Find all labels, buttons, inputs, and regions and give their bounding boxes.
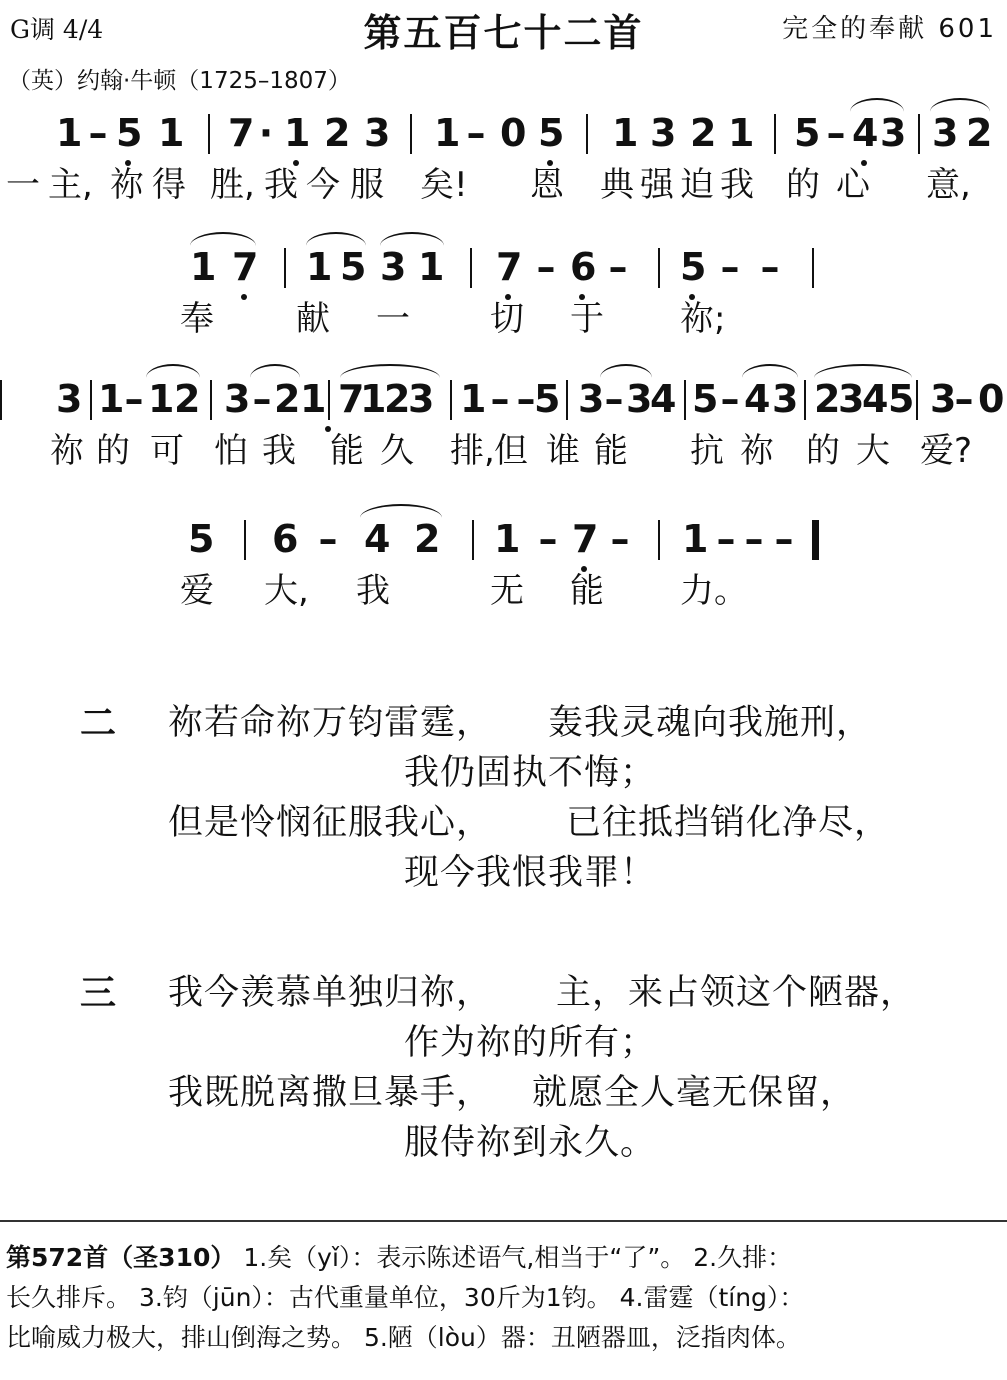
note-number: 1	[284, 111, 311, 155]
dash-hold: –	[826, 111, 846, 155]
verse-line: 轰我灵魂向我施刑，	[548, 703, 873, 743]
dash-hold: –	[744, 517, 764, 561]
lyric-syllable: 强	[640, 165, 674, 205]
note-number: 5	[340, 245, 367, 289]
lyric-syllable: 我	[356, 571, 390, 611]
lyric-syllable: 排,	[450, 431, 495, 471]
note-number: 5	[680, 245, 707, 289]
verse-line: 现今我恨我罪！	[404, 853, 657, 893]
barline	[244, 520, 246, 560]
slur	[190, 232, 256, 246]
note-number: 7	[572, 517, 599, 561]
lyric-syllable: 服	[350, 165, 384, 205]
note-number: 3	[626, 377, 653, 421]
note-number: 7	[496, 245, 523, 289]
note-number: 1	[418, 245, 445, 289]
barline	[916, 380, 918, 420]
verse-line: 作为祢的所有；	[404, 1023, 657, 1063]
note-number: 5	[188, 517, 215, 561]
note-number: 1	[148, 377, 175, 421]
note-number: 5	[692, 377, 719, 421]
barline	[812, 248, 814, 288]
dash-hold: –	[760, 245, 780, 289]
dash-hold: –	[318, 517, 338, 561]
lyric-syllable: 怕	[214, 431, 248, 471]
note-number: 6	[272, 517, 299, 561]
note-number: 1	[434, 111, 461, 155]
lyric-syllable: 的	[96, 431, 130, 471]
footnote-divider	[0, 1220, 1007, 1222]
note-number: 2	[814, 377, 841, 421]
footnote-label: 第572首（圣310）	[6, 1243, 236, 1272]
slur	[250, 364, 300, 378]
note-number: 1	[56, 111, 83, 155]
hymn-title: 第五百七十二首	[363, 11, 644, 55]
barline	[586, 114, 588, 154]
barline	[918, 114, 920, 154]
slur	[600, 364, 652, 378]
note-number: 7	[232, 245, 259, 289]
verse-number: 三	[80, 973, 117, 1014]
lyric-syllable: 恩	[530, 165, 564, 205]
verse-line: 主，来占领这个陋器，	[556, 973, 917, 1013]
lyrics-row-1	[0, 160, 1007, 210]
lyric-syllable: 大	[856, 431, 890, 471]
lyric-syllable: 大,	[264, 571, 309, 611]
footnote-line-3: 比喻威力极大，排山倒海之势。 5.陋（lòu）器：丑陋器皿，泛指肉体。	[6, 1323, 801, 1352]
lyrics-row-4	[0, 566, 1007, 616]
barline	[450, 380, 452, 420]
note-number: 6	[570, 245, 597, 289]
dash-hold: –	[954, 377, 974, 421]
note-number: 5	[116, 111, 143, 155]
note-number: 1	[98, 377, 125, 421]
note-number: 3	[772, 377, 799, 421]
dash-hold: –	[608, 245, 628, 289]
lyric-syllable: 今	[306, 165, 340, 205]
barline	[774, 114, 776, 154]
barline	[328, 380, 330, 420]
barline	[284, 248, 286, 288]
lyric-syllable: 意,	[926, 165, 971, 205]
dash-hold: –	[466, 111, 486, 155]
slur	[380, 232, 444, 246]
note-number: 5	[794, 111, 821, 155]
section-title: 完全的奉献 601	[782, 14, 997, 44]
barline	[0, 380, 2, 420]
verse-line: 已往抵挡销化净尽，	[566, 803, 891, 843]
lyric-syllable: 无	[490, 571, 524, 611]
verse-line: 我今羡慕单独归祢，	[168, 973, 493, 1013]
footnote-text: 1.矣（yǐ）：表示陈述语气,相当于“了”。 2.久排：	[235, 1243, 793, 1272]
note-number: 1	[360, 377, 387, 421]
note-number: 4	[852, 111, 879, 155]
note-number: 7	[338, 377, 365, 421]
lyric-syllable: 能	[594, 431, 628, 471]
note-number: 5	[538, 111, 565, 155]
dash-hold: –	[720, 377, 740, 421]
slur	[360, 504, 442, 518]
slur	[742, 364, 798, 378]
lyric-syllable: 胜,	[210, 165, 255, 205]
note-number: 1	[494, 517, 521, 561]
dash-hold: –	[88, 111, 108, 155]
note-number: 4	[650, 377, 677, 421]
note-number: 2	[690, 111, 717, 155]
final-barline	[812, 520, 819, 560]
note-number: 1	[306, 245, 333, 289]
lyric-syllable: 矣!	[420, 165, 468, 205]
note-number: 1	[300, 377, 327, 421]
lyric-syllable: 能	[570, 571, 604, 611]
barline	[566, 380, 568, 420]
verse-line: 祢若命祢万钧雷霆，	[168, 703, 493, 743]
lyric-syllable: 迫	[680, 165, 714, 205]
verse-line: 但是怜悯征服我心，	[168, 803, 493, 843]
note-number: 2	[414, 517, 441, 561]
note-number: 4	[862, 377, 889, 421]
barline	[410, 114, 412, 154]
dot-extension: ·	[258, 111, 274, 155]
barline	[804, 380, 806, 420]
note-number: 1	[728, 111, 755, 155]
lyric-syllable: 祢;	[680, 299, 726, 339]
note-number: 4	[744, 377, 771, 421]
lyric-syllable: 久	[380, 431, 414, 471]
note-number: 3	[224, 377, 251, 421]
dash-hold: –	[716, 517, 736, 561]
barline	[658, 520, 660, 560]
dash-hold: –	[124, 377, 144, 421]
slur	[306, 232, 366, 246]
barline	[90, 380, 92, 420]
dash-hold: –	[536, 245, 556, 289]
barline	[208, 114, 210, 154]
lyric-syllable: 我	[264, 165, 298, 205]
barline	[658, 248, 660, 288]
lyric-syllable: 我	[720, 165, 754, 205]
note-number: 3	[578, 377, 605, 421]
lyric-syllable: 爱?	[920, 431, 973, 471]
note-number: 3	[380, 245, 407, 289]
lyric-syllable: 爱	[180, 571, 214, 611]
verse-line: 服侍祢到永久。	[404, 1123, 657, 1163]
note-number: 2	[274, 377, 301, 421]
lyric-syllable: 得	[152, 165, 186, 205]
lyric-syllable: 我	[262, 431, 296, 471]
key-time-signature: G调 4/4	[10, 15, 104, 44]
lyric-syllable: 心	[836, 165, 870, 205]
note-number: 2	[966, 111, 993, 155]
note-number: 4	[364, 517, 391, 561]
barline	[210, 380, 212, 420]
lyric-syllable: 献	[296, 299, 330, 339]
slur	[340, 364, 440, 378]
barline	[684, 380, 686, 420]
note-number: 1	[190, 245, 217, 289]
dash-hold: –	[252, 377, 272, 421]
lyric-syllable: 一	[376, 299, 410, 339]
verse-number: 二	[80, 703, 117, 744]
barline	[472, 520, 474, 560]
dash-hold: –	[538, 517, 558, 561]
dash-hold: –	[516, 377, 536, 421]
note-number: 1	[460, 377, 487, 421]
lyric-syllable: 谁	[546, 431, 580, 471]
note-number: 0	[500, 111, 527, 155]
slur	[146, 364, 200, 378]
lyric-syllable: 一	[6, 165, 40, 205]
note-number: 3	[930, 377, 957, 421]
note-number: 0	[978, 377, 1005, 421]
note-number: 1	[612, 111, 639, 155]
note-number: 5	[888, 377, 915, 421]
lyric-syllable: 奉	[180, 299, 214, 339]
author-credit: （英）约翰·牛顿（1725–1807）	[8, 68, 351, 94]
verse-line: 我既脱离撒旦暴手，	[168, 1073, 493, 1113]
lyric-syllable: 切	[490, 299, 524, 339]
note-number: 3	[650, 111, 677, 155]
lyric-syllable: 于	[570, 299, 604, 339]
lyric-syllable: 力。	[680, 571, 748, 611]
verse-line: 就愿全人毫无保留，	[532, 1073, 857, 1113]
note-number: 1	[682, 517, 709, 561]
note-number: 3	[408, 377, 435, 421]
lyric-syllable: 祢	[50, 431, 84, 471]
note-number: 3	[364, 111, 391, 155]
lyric-syllable: 典	[600, 165, 634, 205]
lyric-syllable: 可	[150, 431, 184, 471]
note-number: 2	[324, 111, 351, 155]
lyric-syllable: 但	[494, 431, 528, 471]
slur	[850, 98, 904, 112]
lyric-syllable: 能	[330, 431, 364, 471]
note-number: 3	[880, 111, 907, 155]
lyric-syllable: 的	[786, 165, 820, 205]
lyrics-row-3	[0, 426, 1007, 476]
note-number: 1	[158, 111, 185, 155]
note-number: 3	[56, 377, 83, 421]
slur	[930, 98, 990, 112]
note-number: 3	[838, 377, 865, 421]
dash-hold: –	[774, 517, 794, 561]
lyric-syllable: 祢	[110, 165, 144, 205]
lyric-syllable: 抗	[690, 431, 724, 471]
note-number: 7	[228, 111, 255, 155]
note-number: 3	[932, 111, 959, 155]
lyric-syllable: 的	[806, 431, 840, 471]
slur	[814, 364, 912, 378]
note-number: 5	[534, 377, 561, 421]
dash-hold: –	[720, 245, 740, 289]
barline	[470, 248, 472, 288]
note-number: 2	[174, 377, 201, 421]
dash-hold: –	[604, 377, 624, 421]
lyric-syllable: 祢	[740, 431, 774, 471]
dash-hold: –	[610, 517, 630, 561]
dash-hold: –	[490, 377, 510, 421]
footnote-line-2: 长久排斥。 3.钧（jūn）：古代重量单位，30斤为1钧。 4.雷霆（tíng）：	[6, 1283, 805, 1312]
verse-line: 我仍固执不悔；	[404, 753, 657, 793]
lyric-syllable: 主,	[48, 165, 93, 205]
lyrics-row-2	[0, 294, 1007, 344]
footnote-line-1	[6, 1238, 792, 1278]
note-number: 2	[384, 377, 411, 421]
